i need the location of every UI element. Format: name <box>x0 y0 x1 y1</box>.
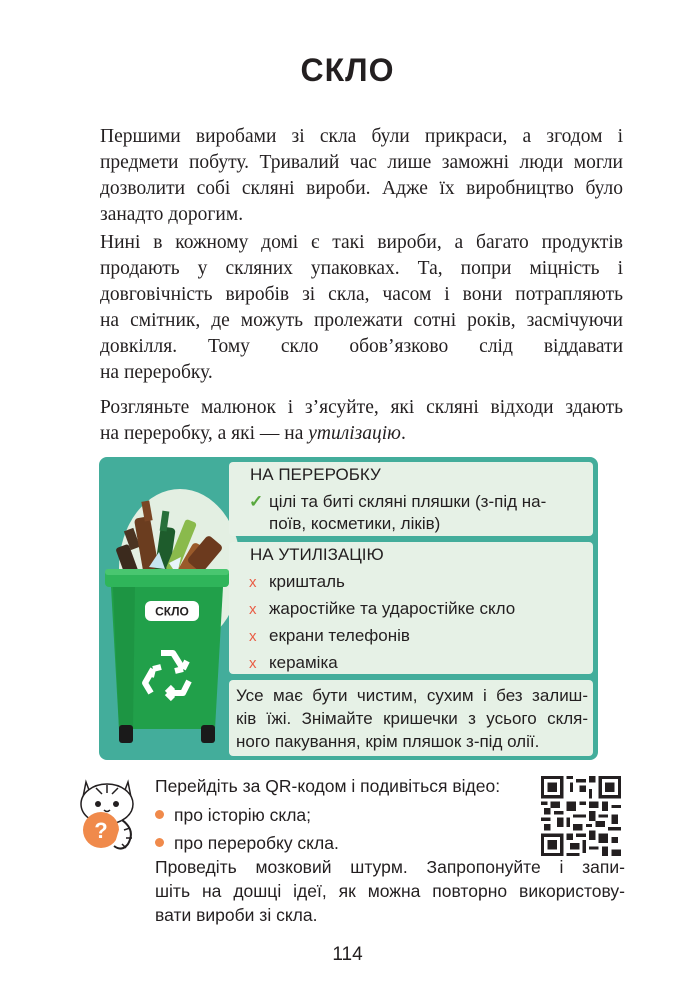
note-text <box>236 684 588 753</box>
text-line <box>100 421 623 447</box>
recycle-item-text: цілі та биті скляні пляшки (з-під на- <box>269 492 547 511</box>
recycle-box <box>229 462 593 536</box>
note-line: Усе має бути чистим, сухим і без залиш- <box>236 686 588 705</box>
emphasis-term: утилізацію <box>308 423 401 444</box>
cat-question-icon <box>74 772 140 856</box>
cross-icon: x <box>249 574 257 591</box>
cross-icon: x <box>249 628 257 645</box>
recycling-info-panel <box>99 457 598 760</box>
intro-paragraph-1 <box>100 124 623 228</box>
note-box <box>229 680 593 756</box>
text-line: Проведіть мозковий штурм. Запропонуйте і запи- <box>155 857 625 877</box>
text-line: вати вироби зі скла. <box>155 905 318 925</box>
disposal-heading: НА УТИЛІЗАЦІЮ <box>250 545 384 564</box>
note-line: ного пакування, крім пляшок з-під олії. <box>236 732 540 751</box>
text-line: занадто дорогим. <box>100 204 244 225</box>
qr-intro: Перейдіть за QR-кодом і подивіться відео: <box>155 776 501 796</box>
disposal-item <box>249 651 338 675</box>
disposal-item <box>249 570 345 594</box>
text-fragment: на переробку, а які — на <box>100 423 309 444</box>
text-line: Нині в кожному домі є такі вироби, а багато продуктів <box>100 232 623 253</box>
text-line: довговічність виробів зі скла, часом і вони потрапляють <box>100 284 623 305</box>
check-icon: ✓ <box>249 492 264 511</box>
disposal-item-text: екрани телефонів <box>269 626 410 645</box>
text-line: предмети побуту. Тривалий час лише заможні люди могли <box>100 152 623 173</box>
question-mark: ? <box>94 818 108 843</box>
recycle-item-continued: поїв, косметики, ліків) <box>269 514 441 533</box>
text-line: на смітник, де можуть пролежати сотні років, засмічуючи <box>100 310 623 331</box>
bin-label: СКЛО <box>155 604 189 619</box>
page-number: 114 <box>332 944 363 965</box>
video-link-recycling[interactable]: про переробку скла. <box>174 833 339 853</box>
text-line: продають у скляних упаковках. Та, попри міцність і <box>100 258 623 279</box>
text-fragment: . <box>400 423 406 444</box>
disposal-item-text: жаростійке та ударостійке скло <box>269 599 516 618</box>
cross-icon: x <box>249 655 257 672</box>
text-line: дозволити собі скляні вироби. Адже їх виробництво було <box>100 178 623 199</box>
note-line: ків їжі. Знімайте кришечки з усього скля- <box>236 709 588 728</box>
recycle-heading: НА ПЕРЕРОБКУ <box>250 465 381 484</box>
video-link-history[interactable]: про історію скла; <box>174 805 312 825</box>
text-line: Розгляньте малюнок і з’ясуйте, які скляні відходи здають <box>100 397 623 418</box>
qr-code-icon[interactable] <box>541 776 621 856</box>
list-item <box>155 805 311 826</box>
text-line: Першими виробами зі скла були прикраси, а згодом і <box>100 126 623 147</box>
disposal-item <box>249 624 410 648</box>
glass-bin-illustration <box>99 497 239 757</box>
brainstorm-task <box>155 855 625 927</box>
text-line: шіть на дошці ідеї, як можна повторно використову- <box>155 881 625 901</box>
intro-paragraph-2 <box>100 230 623 386</box>
disposal-item-text: кераміка <box>269 653 338 672</box>
list-item <box>155 833 339 854</box>
cross-icon: x <box>249 601 257 618</box>
intro-paragraph-3 <box>100 395 623 447</box>
recycle-item <box>249 490 546 513</box>
disposal-box <box>229 542 593 674</box>
bullet-icon <box>155 838 164 847</box>
bullet-icon <box>155 810 164 819</box>
page-title: СКЛО <box>300 52 395 88</box>
disposal-item-text: кришталь <box>269 572 345 591</box>
text-line: довкілля. Тому скло обов’язково слід віддавати <box>100 336 623 357</box>
text-line: на переробку. <box>100 362 213 383</box>
disposal-item <box>249 597 515 621</box>
